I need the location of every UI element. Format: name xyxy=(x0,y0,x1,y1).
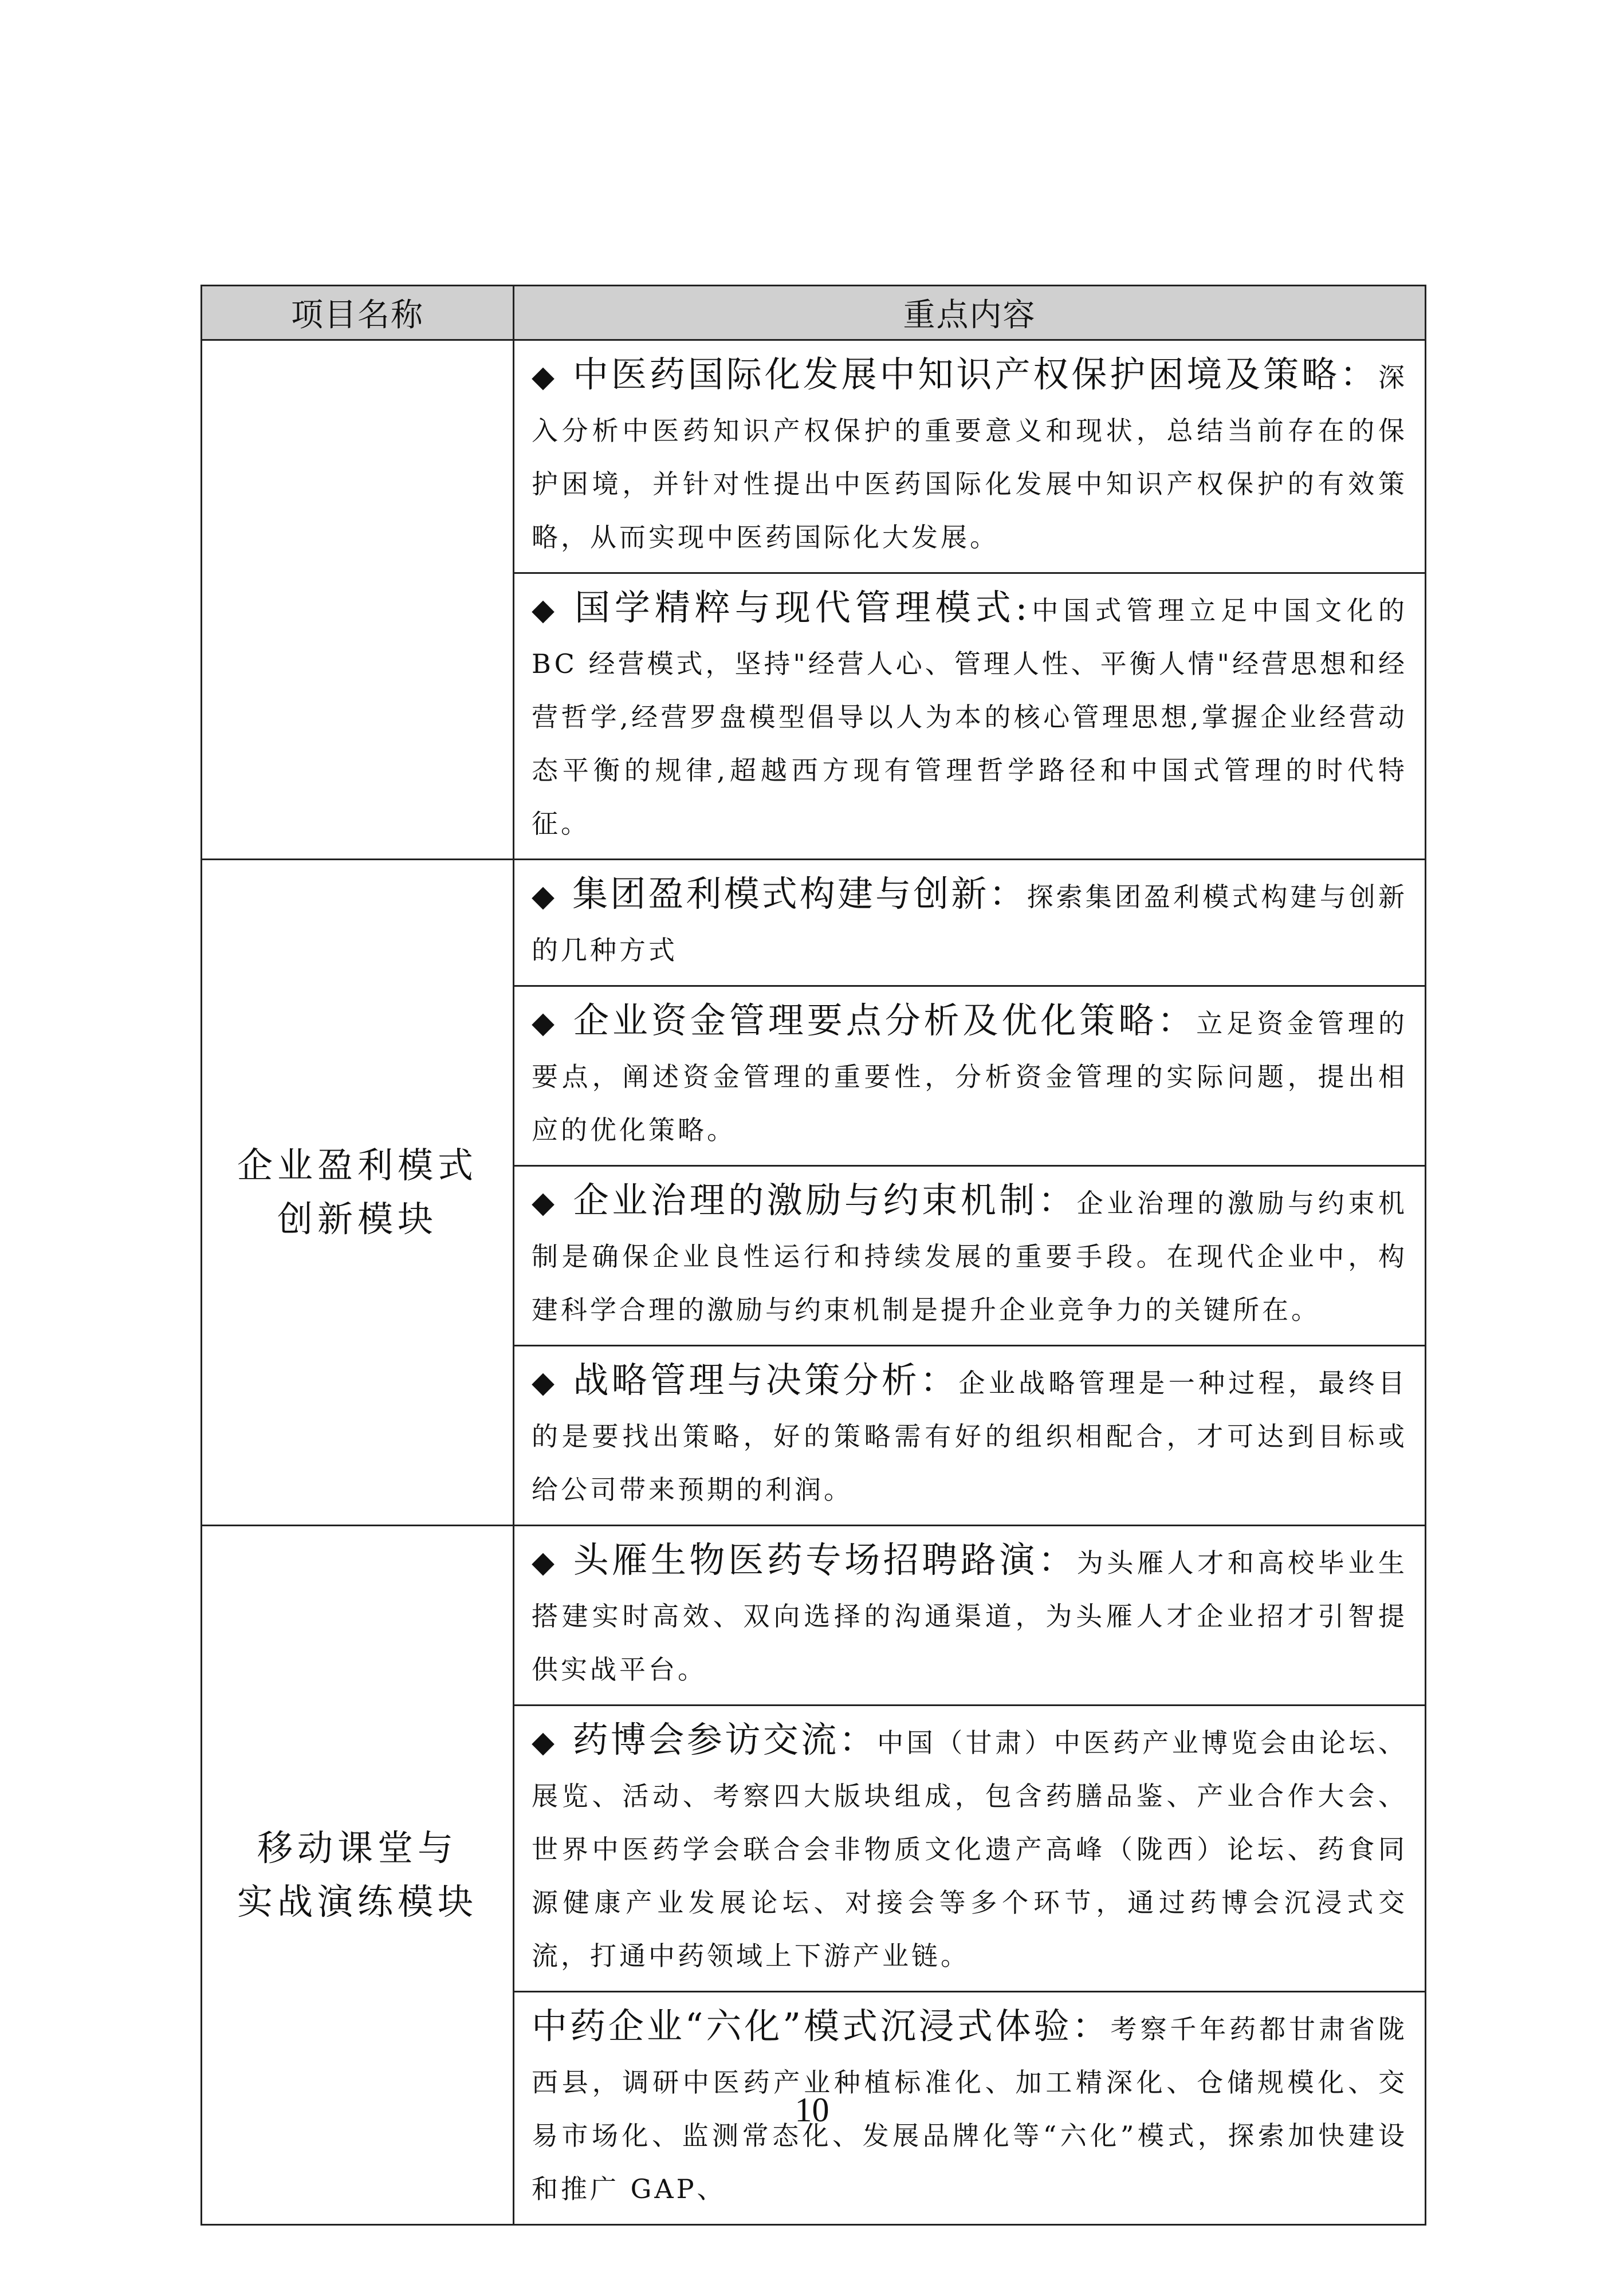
item-body: 中国（甘肃）中医药产业博览会由论坛、展览、活动、考察四大版块组成，包含药膳品鉴、产业合作大会、世界中医药学会联合会非物质文化遗产高峰（陇西）论坛、药食同源健康产业发展论坛、对接会等多个环节，通过药博会沉浸式交流，打通中药领域上下游产业链。 xyxy=(532,1727,1407,1971)
content-item xyxy=(514,340,1426,573)
item-title: 头雁生物医药专场招聘路演： xyxy=(573,1539,1077,1581)
header-project-name: 项目名称 xyxy=(202,286,514,340)
item-title: 药博会参访交流： xyxy=(572,1719,878,1761)
item-body: 中国式管理立足中国文化的 BC 经营模式，坚持"经营人心、管理人性、平衡人情"经营思想和经营哲学,经营罗盘模型倡导以人为本的核心管理思想,掌握企业经营动态平衡的规律,超越西方现有管理哲学路径和中国式管理的时代特征。 xyxy=(532,595,1407,839)
project-name-cell-empty xyxy=(202,340,514,860)
diamond-bullet-icon: ◆ xyxy=(532,593,560,627)
content-item xyxy=(514,986,1426,1166)
item-body: 深入分析中医药知识产权保护的重要意义和现状，总结当前存在的保护困境，并针对性提出中医药国际化发展中知识产权保护的有效策略，从而实现中医药国际化大发展。 xyxy=(532,362,1407,553)
item-title: 企业资金管理要点分析及优化策略： xyxy=(573,999,1197,1041)
diamond-bullet-icon: ◆ xyxy=(532,1186,559,1220)
item-title: 集团盈利模式构建与创新： xyxy=(572,873,1027,915)
diamond-bullet-icon: ◆ xyxy=(532,1006,559,1040)
item-title: 企业治理的激励与约束机制： xyxy=(573,1179,1077,1221)
item-title: 国学精粹与现代管理模式: xyxy=(574,586,1030,628)
diamond-bullet-icon: ◆ xyxy=(532,360,558,394)
content-item xyxy=(514,1166,1426,1346)
diamond-bullet-icon: ◆ xyxy=(532,1545,559,1580)
item-body: 为头雁人才和高校毕业生搭建实时高效、双向选择的沟通渠道，为头雁人才企业招才引智提供实战平台。 xyxy=(532,1547,1407,1685)
content-item xyxy=(514,573,1426,860)
table-row xyxy=(202,340,1426,573)
content-table xyxy=(200,285,1426,2226)
page-number: 10 xyxy=(795,2091,829,2129)
project-name-cell xyxy=(202,860,514,1526)
item-title: 中医药国际化发展中知识产权保护困境及策略： xyxy=(572,353,1378,395)
item-title: 中药企业“六化”模式沉浸式体验： xyxy=(532,2005,1111,2047)
table-row xyxy=(202,860,1426,986)
item-body: 立足资金管理的要点，阐述资金管理的重要性，分析资金管理的实际问题，提出相应的优化策略。 xyxy=(532,1008,1407,1145)
item-body: 企业治理的激励与约束机制是确保企业良性运行和持续发展的重要手段。在现代企业中，构建科学合理的激励与约束机制是提升企业竞争力的关键所在。 xyxy=(532,1188,1407,1325)
project-name-line: 实战演练模块 xyxy=(237,1881,478,1923)
content-item xyxy=(514,1526,1426,1706)
header-key-content: 重点内容 xyxy=(514,286,1426,340)
content-item xyxy=(514,860,1426,986)
table-header-row xyxy=(202,286,1426,340)
item-title: 战略管理与决策分析： xyxy=(573,1359,959,1401)
diamond-bullet-icon: ◆ xyxy=(532,879,558,913)
item-body: 企业战略管理是一种过程，最终目的是要找出策略，好的策略需有好的组织相配合，才可达到目标或给公司带来预期的利润。 xyxy=(532,1368,1407,1505)
project-name-line: 创新模块 xyxy=(277,1198,438,1240)
project-name-line: 企业盈利模式 xyxy=(237,1144,478,1186)
content-item xyxy=(514,1706,1426,1992)
table-row xyxy=(202,1526,1426,1706)
project-name-line: 移动课堂与 xyxy=(257,1827,458,1869)
item-body: 考察千年药都甘肃省陇西县，调研中医药产业种植标准化、加工精深化、仓储规模化、交易市场化、监测常态化、发展品牌化等“六化”模式，探索加快建设和推广 GAP、 xyxy=(532,2014,1407,2204)
content-item xyxy=(514,1346,1426,1526)
diamond-bullet-icon: ◆ xyxy=(532,1725,558,1759)
diamond-bullet-icon: ◆ xyxy=(532,1365,559,1400)
item-body: 探索集团盈利模式构建与创新的几种方式 xyxy=(532,881,1407,966)
